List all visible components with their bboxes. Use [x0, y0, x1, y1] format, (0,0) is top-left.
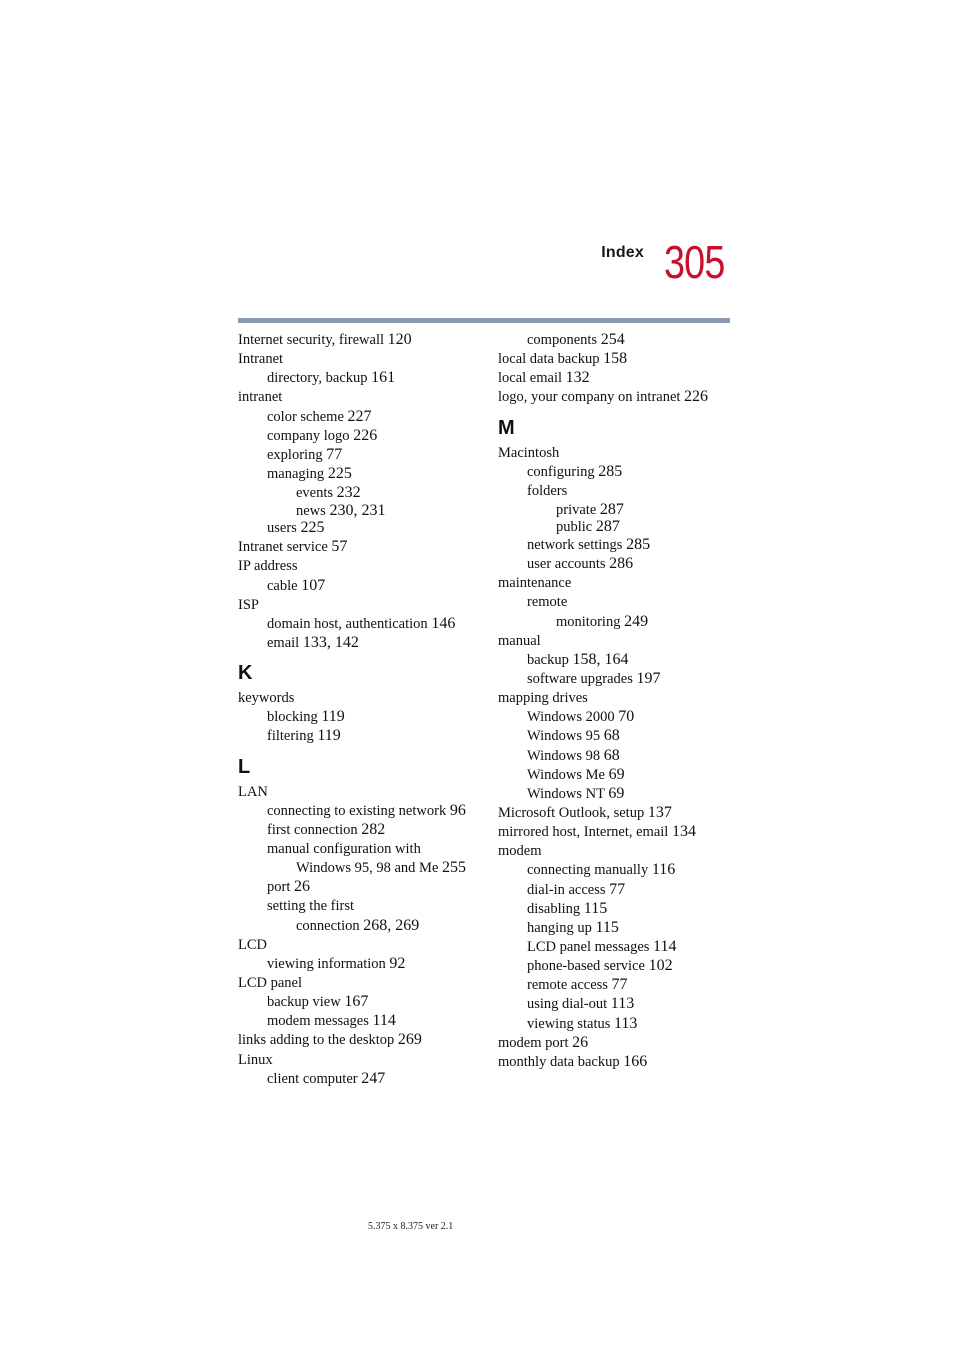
- page-reference: 132: [565, 369, 590, 387]
- index-entry: [498, 500, 730, 518]
- index-term: email: [267, 634, 300, 651]
- page-reference: 68: [603, 727, 620, 745]
- index-term: LCD panel: [238, 974, 303, 991]
- index-term: first connection: [267, 821, 358, 838]
- page-reference: 230, 231: [329, 501, 386, 519]
- page-reference: 70: [618, 708, 635, 726]
- page-number: 305: [664, 236, 725, 288]
- index-term: private: [556, 501, 597, 518]
- index-entry: [498, 918, 730, 937]
- page-reference: 158, 164: [572, 650, 629, 668]
- page-reference: 113: [610, 995, 635, 1013]
- index-entry: [498, 330, 730, 349]
- index-term: company logo: [267, 427, 350, 444]
- index-entry: [498, 573, 730, 592]
- page-reference: 285: [626, 535, 651, 553]
- index-entry: [238, 483, 478, 501]
- index-entry: [498, 880, 730, 899]
- page-reference: 247: [361, 1069, 386, 1087]
- page-reference: 134: [671, 823, 696, 841]
- index-term: users: [267, 520, 297, 537]
- section-letter: K: [238, 662, 253, 685]
- section-letter: L: [238, 755, 251, 778]
- page-reference: 119: [321, 708, 345, 726]
- page-reference: 26: [572, 1033, 589, 1051]
- index-entry: [238, 726, 478, 745]
- index-term: user accounts: [527, 556, 606, 573]
- index-term: remote access: [527, 977, 608, 994]
- index-term: folders: [527, 482, 568, 499]
- page-reference: 232: [336, 484, 361, 502]
- index-entry: [238, 1030, 478, 1049]
- index-entry: [498, 631, 730, 650]
- index-entry: [498, 517, 730, 535]
- index-entry: [238, 992, 478, 1011]
- index-entry: [238, 954, 478, 973]
- page-reference: 107: [301, 576, 326, 594]
- index-entry: [498, 612, 730, 631]
- index-term: IP address: [238, 558, 298, 575]
- index-entry: [498, 462, 730, 481]
- index-entry: [238, 537, 478, 556]
- index-term: hanging up: [527, 919, 592, 936]
- index-entry: [238, 820, 478, 839]
- index-term: local data backup: [498, 351, 600, 368]
- index-term: Linux: [238, 1051, 273, 1068]
- page-reference: 161: [371, 369, 396, 387]
- index-term: monitoring: [556, 613, 621, 630]
- index-term: port: [267, 879, 291, 896]
- index-term: phone-based service: [527, 958, 645, 975]
- index-entry: [238, 688, 478, 707]
- index-entry: [238, 633, 478, 652]
- page-reference: 69: [608, 765, 625, 783]
- page-reference: 26: [293, 878, 310, 896]
- index-term: configuring: [527, 463, 595, 480]
- index-entry: [498, 592, 730, 611]
- index-term: Intranet service: [238, 539, 328, 556]
- index-term: links adding to the desktop: [238, 1032, 395, 1049]
- index-term: LCD: [238, 936, 267, 953]
- page-reference: 197: [636, 669, 661, 687]
- index-term: local email: [498, 370, 563, 387]
- index-term: mirrored host, Internet, email: [498, 824, 669, 841]
- index-term: events: [296, 485, 334, 502]
- index-entry: [238, 368, 478, 387]
- index-entry: [498, 669, 730, 688]
- index-entry: [238, 707, 478, 726]
- index-term: news: [296, 502, 326, 519]
- page-reference: 92: [389, 954, 406, 972]
- index-entry: [498, 481, 730, 500]
- page-reference: 158: [603, 350, 628, 368]
- index-entry: [238, 349, 478, 368]
- index-term: connecting to existing network: [267, 802, 447, 819]
- page-reference: 69: [608, 784, 625, 802]
- page-reference: 287: [599, 500, 624, 518]
- index-entry: [498, 535, 730, 554]
- page-reference: 254: [600, 331, 625, 348]
- index-term: filtering: [267, 728, 314, 745]
- index-entry: [238, 407, 478, 426]
- page-reference: 225: [300, 519, 325, 537]
- page-reference: 115: [583, 899, 608, 917]
- index-term: viewing information: [267, 955, 386, 972]
- index-term: connecting manually: [527, 862, 649, 879]
- page-reference: 96: [449, 801, 466, 819]
- index-entry: [238, 518, 478, 537]
- page-reference: 255: [442, 859, 467, 877]
- footer-version: 5.375 x 8.375 ver 2.1: [368, 1221, 454, 1232]
- page-reference: 102: [648, 957, 673, 975]
- index-term: dial-in access: [527, 881, 606, 898]
- index-term: modem: [498, 843, 542, 860]
- index-entry: [238, 595, 478, 614]
- index-entry: [238, 973, 478, 992]
- page-reference: 167: [344, 993, 369, 1011]
- page-reference: 77: [609, 880, 626, 898]
- section-letter: M: [498, 416, 515, 439]
- index-entry: [498, 746, 730, 765]
- index-term: domain host, authentication: [267, 615, 428, 632]
- index-column-right: [498, 330, 730, 1071]
- page-reference: 225: [327, 464, 352, 482]
- index-term: components: [527, 332, 598, 348]
- index-term: Windows 95, 98 and Me: [296, 860, 439, 877]
- index-term: mapping drives: [498, 690, 588, 707]
- index-entry: [498, 368, 730, 387]
- index-term: Windows NT: [527, 785, 605, 802]
- page-reference: 68: [603, 746, 620, 764]
- index-term: color scheme: [267, 408, 344, 425]
- page-reference: 133, 142: [302, 633, 359, 651]
- index-entry: [238, 445, 478, 464]
- index-entry: [238, 614, 478, 633]
- index-entry: [498, 688, 730, 707]
- index-term: manual configuration with: [267, 840, 421, 857]
- index-term: modem port: [498, 1034, 569, 1051]
- index-entry: [238, 501, 478, 519]
- page-reference: 287: [595, 518, 620, 536]
- index-entry: [498, 994, 730, 1013]
- index-term: keywords: [238, 690, 295, 707]
- index-term: directory, backup: [267, 370, 368, 387]
- index-entry: [498, 1052, 730, 1071]
- page-reference: 249: [624, 612, 649, 630]
- index-entry: [498, 443, 730, 462]
- index-term: maintenance: [498, 575, 572, 592]
- index-term: Windows 95: [527, 728, 601, 745]
- index-entry: [238, 556, 478, 575]
- index-entry: [238, 916, 478, 935]
- index-term: using dial-out: [527, 996, 608, 1013]
- index-entry: [238, 935, 478, 954]
- index-entry: [498, 975, 730, 994]
- index-term: backup: [527, 651, 569, 668]
- page-reference: 77: [326, 445, 343, 463]
- index-entry: [238, 576, 478, 595]
- index-term: software upgrades: [527, 670, 633, 687]
- page-reference: 116: [651, 861, 676, 879]
- index-term: remote: [527, 594, 568, 611]
- index-term: client computer: [267, 1070, 358, 1087]
- index-entry: [498, 1033, 730, 1052]
- page-reference: 227: [347, 407, 372, 425]
- index-entry: [498, 387, 730, 406]
- index-entry: [238, 858, 478, 877]
- page-reference: 286: [609, 555, 634, 573]
- page-reference: 115: [595, 918, 619, 936]
- index-entry: [238, 464, 478, 483]
- index-term: LAN: [238, 783, 268, 800]
- index-term: Internet security, firewall: [238, 332, 385, 348]
- page-reference: 114: [653, 937, 677, 955]
- index-term: network settings: [527, 536, 623, 553]
- index-entry: [238, 896, 478, 915]
- index-entry: [498, 1014, 730, 1033]
- index-term: setting the first: [267, 898, 354, 915]
- index-entry: [498, 349, 730, 368]
- index-entry: [238, 330, 478, 349]
- page-reference: 113: [614, 1014, 638, 1032]
- page-reference: 120: [387, 331, 412, 348]
- index-term: intranet: [238, 389, 283, 406]
- running-header-label: Index: [601, 244, 644, 261]
- index-entry: [238, 839, 478, 858]
- index-term: connection: [296, 917, 360, 934]
- index-term: managing: [267, 465, 325, 482]
- index-entry: [498, 803, 730, 822]
- index-term: cable: [267, 577, 298, 594]
- index-entry: [238, 1050, 478, 1069]
- index-term: exploring: [267, 446, 323, 463]
- page-reference: 285: [598, 462, 623, 480]
- index-entry: [238, 877, 478, 896]
- index-term: backup view: [267, 994, 341, 1011]
- index-entry: [238, 782, 478, 801]
- header-rule: [238, 318, 730, 323]
- page-reference: 282: [361, 820, 386, 838]
- index-term: blocking: [267, 709, 318, 726]
- index-entry: [498, 860, 730, 879]
- index-entry: [498, 937, 730, 956]
- index-term: public: [556, 519, 593, 536]
- index-entry: [498, 822, 730, 841]
- index-term: Windows 98: [527, 747, 601, 764]
- index-entry: [238, 426, 478, 445]
- index-entry: [238, 1069, 478, 1088]
- index-entry: [498, 650, 730, 669]
- page-reference: 269: [397, 1031, 422, 1049]
- index-entry: [498, 726, 730, 745]
- page-reference: 166: [623, 1052, 648, 1070]
- index-entry: [498, 784, 730, 803]
- index-term: viewing status: [527, 1015, 611, 1032]
- index-term: disabling: [527, 900, 581, 917]
- page-reference: 226: [353, 426, 378, 444]
- index-column-left: [238, 330, 478, 1088]
- page-reference: 146: [431, 614, 456, 632]
- page-reference: 226: [684, 388, 709, 406]
- page-reference: 119: [317, 727, 341, 745]
- index-term: Windows 2000: [527, 709, 615, 726]
- index-term: logo, your company on intranet: [498, 389, 681, 406]
- index-entry: [498, 707, 730, 726]
- index-term: manual: [498, 632, 541, 649]
- index-entry: [498, 841, 730, 860]
- index-term: Intranet: [238, 351, 284, 368]
- page-reference: 114: [372, 1012, 396, 1030]
- index-term: modem messages: [267, 1013, 369, 1030]
- index-term: Microsoft Outlook, setup: [498, 804, 645, 821]
- index-term: Macintosh: [498, 444, 560, 461]
- index-term: Windows Me: [527, 766, 605, 783]
- index-entry: [498, 899, 730, 918]
- index-entry: [498, 765, 730, 784]
- index-entry: [498, 956, 730, 975]
- page-reference: 77: [611, 976, 628, 994]
- index-entry: [238, 387, 478, 406]
- index-term: monthly data backup: [498, 1053, 620, 1070]
- page-reference: 268, 269: [363, 916, 420, 934]
- page-reference: 137: [647, 803, 672, 821]
- index-entry: [498, 554, 730, 573]
- index-term: ISP: [238, 596, 259, 613]
- page-reference: 57: [331, 538, 348, 556]
- index-term: LCD panel messages: [527, 938, 650, 955]
- index-entry: [238, 801, 478, 820]
- index-entry: [238, 1011, 478, 1030]
